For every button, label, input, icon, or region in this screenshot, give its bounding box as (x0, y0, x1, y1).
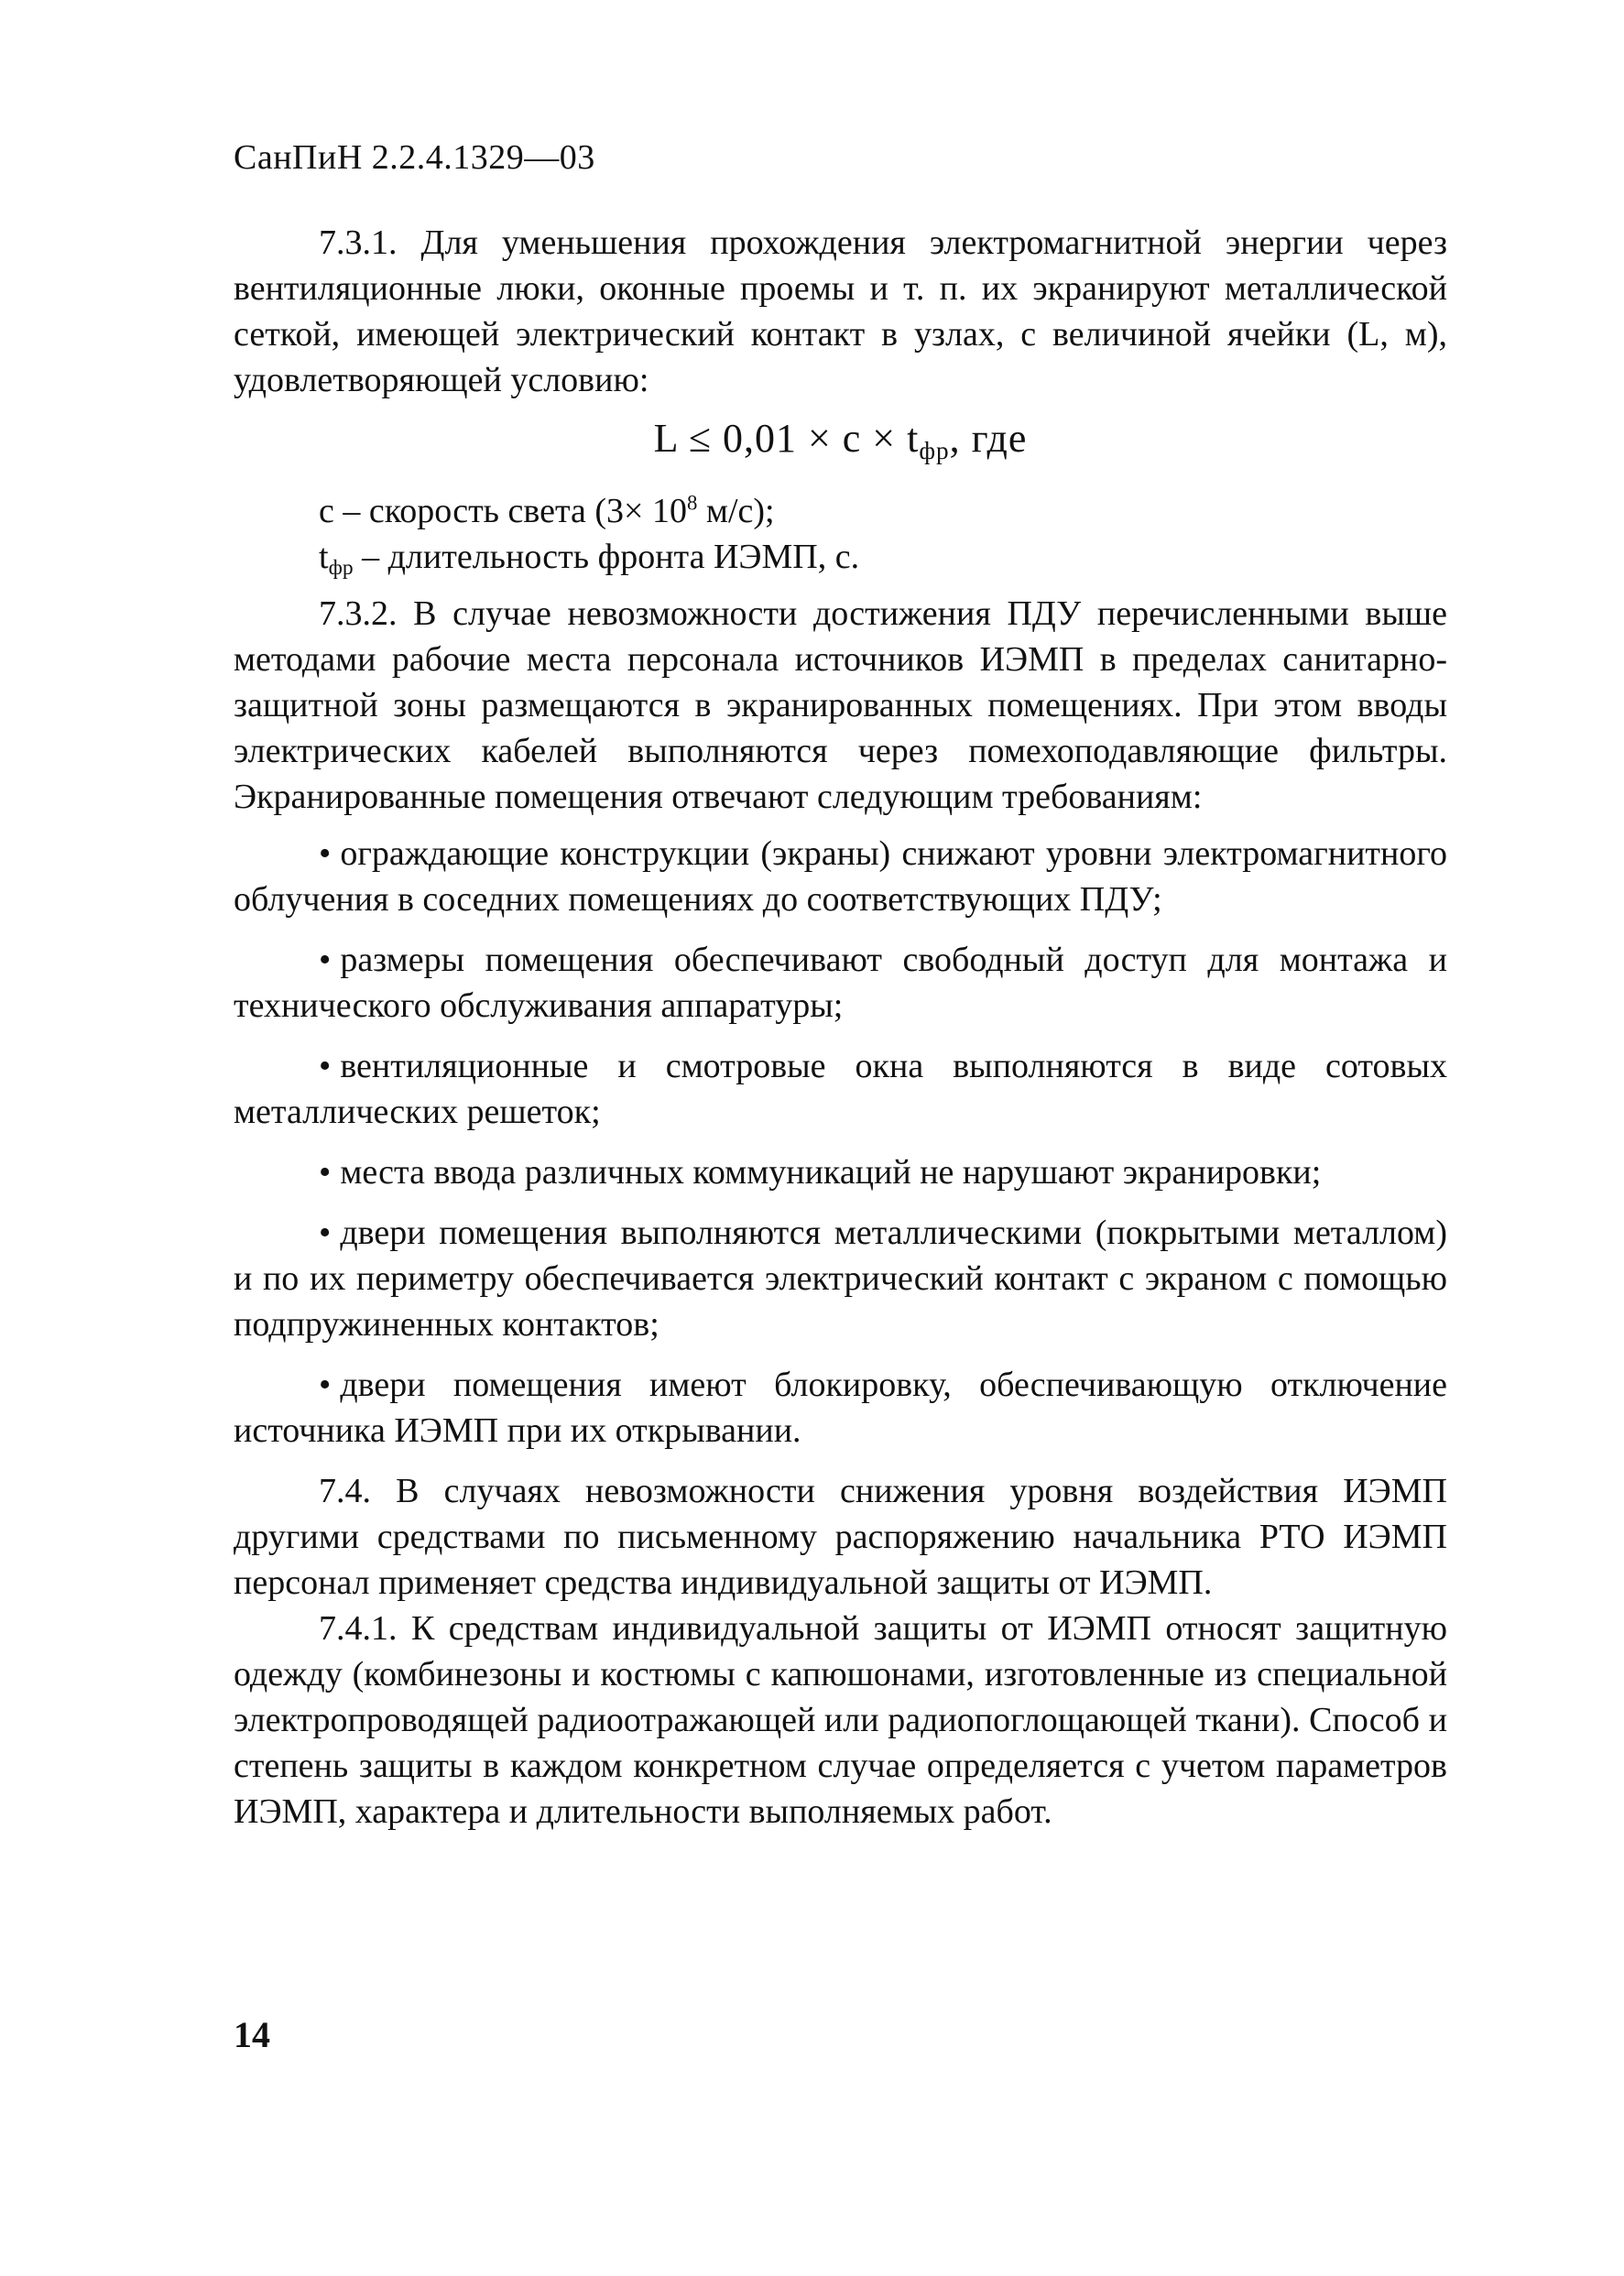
definition-t (234, 534, 1447, 591)
page-number: 14 (234, 2014, 270, 2055)
definition-c (234, 488, 1447, 534)
list-item-text: ограждающие конструкции (экраны) снижают уровни электромагнитного облучения в соседних помещениях до соответствующих ПДУ; (234, 834, 1447, 920)
definition-t-text: – длительность фронта ИЭМП, с. (353, 538, 860, 577)
list-item (234, 1043, 1447, 1135)
bullet-icon: • (319, 1366, 332, 1405)
list-item (234, 1362, 1447, 1454)
definition-c-exponent: 8 (687, 491, 698, 515)
formula-subscript: фр (919, 437, 950, 465)
list-item-text: вентиляционные и смотровые окна выполняются в виде сотовых металлических решеток; (234, 1047, 1447, 1132)
list-item-text: двери помещения имеют блокировку, обеспечивающую отключение источника ИЭМП при их открывании. (234, 1366, 1447, 1451)
bullet-icon: • (319, 834, 332, 874)
list-item (234, 937, 1447, 1029)
bullet-icon: • (319, 1214, 332, 1253)
list-item (234, 831, 1447, 922)
definition-c-text: c – скорость света (3× 10 (319, 492, 687, 531)
bullet-icon: • (319, 1047, 332, 1086)
document-body (234, 220, 1447, 1835)
paragraph-7-3-2: 7.3.2. В случае невозможности достижения ПДУ перечисленными выше методами рабочие места персонала источников ИЭМП в пределах санитарно-защитной зоны размещаются в экранированных помещениях. При этом вводы электрических кабелей выполняются через помехоподавляющие фильтры. Экранированные помещения отвечают следующим требованиям: (234, 594, 1447, 817)
list-item-text: двери помещения выполняются металлическими (покрытыми металлом) и по их периметру обеспечивается электрический контакт с экраном с помощью подпружиненных контактов; (234, 1214, 1447, 1345)
definition-t-symbol: t (319, 538, 329, 577)
paragraph-7-4: 7.4. В случаях невозможности снижения уровня воздействия ИЭМП другими средствами по письменному распоряжению начальника РТО ИЭМП персонал применяет средства индивидуальной защиты от ИЭМП. (234, 1472, 1447, 1603)
bullet-icon: • (319, 1153, 332, 1192)
list-item-text: места ввода различных коммуникаций не нарушают экранировки; (340, 1153, 1322, 1192)
paragraph-7-4-1: 7.4.1. К средствам индивидуальной защиты от ИЭМП относят защитную одежду (комбинезоны и костюмы с капюшонами, изготовленные из специальной электропроводящей радиоотражающей или радиопоглощающей ткани). Способ и степень защиты в каждом конкретном случае определяется с учетом параметров ИЭМП, характера и длительности выполняемых работ. (234, 1609, 1447, 1832)
document-header: СанПиН 2.2.4.1329—03 (234, 138, 595, 177)
formula (234, 412, 1447, 477)
list-item (234, 1210, 1447, 1347)
formula-main: L ≤ 0,01 × c × t (653, 416, 920, 461)
definition-t-subscript: фр (328, 556, 354, 581)
paragraph-7-3-1: 7.3.1. Для уменьшения прохождения электромагнитной энергии через вентиляционные люки, оконные проемы и т. п. их экранируют металлической сеткой, имеющей электрический контакт в узлах, с величиной ячейки (L, м), удовлетворяющей условию: (234, 223, 1447, 399)
list-item-text: размеры помещения обеспечивают свободный доступ для монтажа и технического обслуживания аппаратуры; (234, 941, 1447, 1026)
formula-tail: , где (949, 416, 1028, 461)
definition-c-tail: м/с); (697, 492, 775, 531)
list-item (234, 1149, 1447, 1195)
requirements-list (234, 831, 1447, 1454)
bullet-icon: • (319, 941, 332, 980)
